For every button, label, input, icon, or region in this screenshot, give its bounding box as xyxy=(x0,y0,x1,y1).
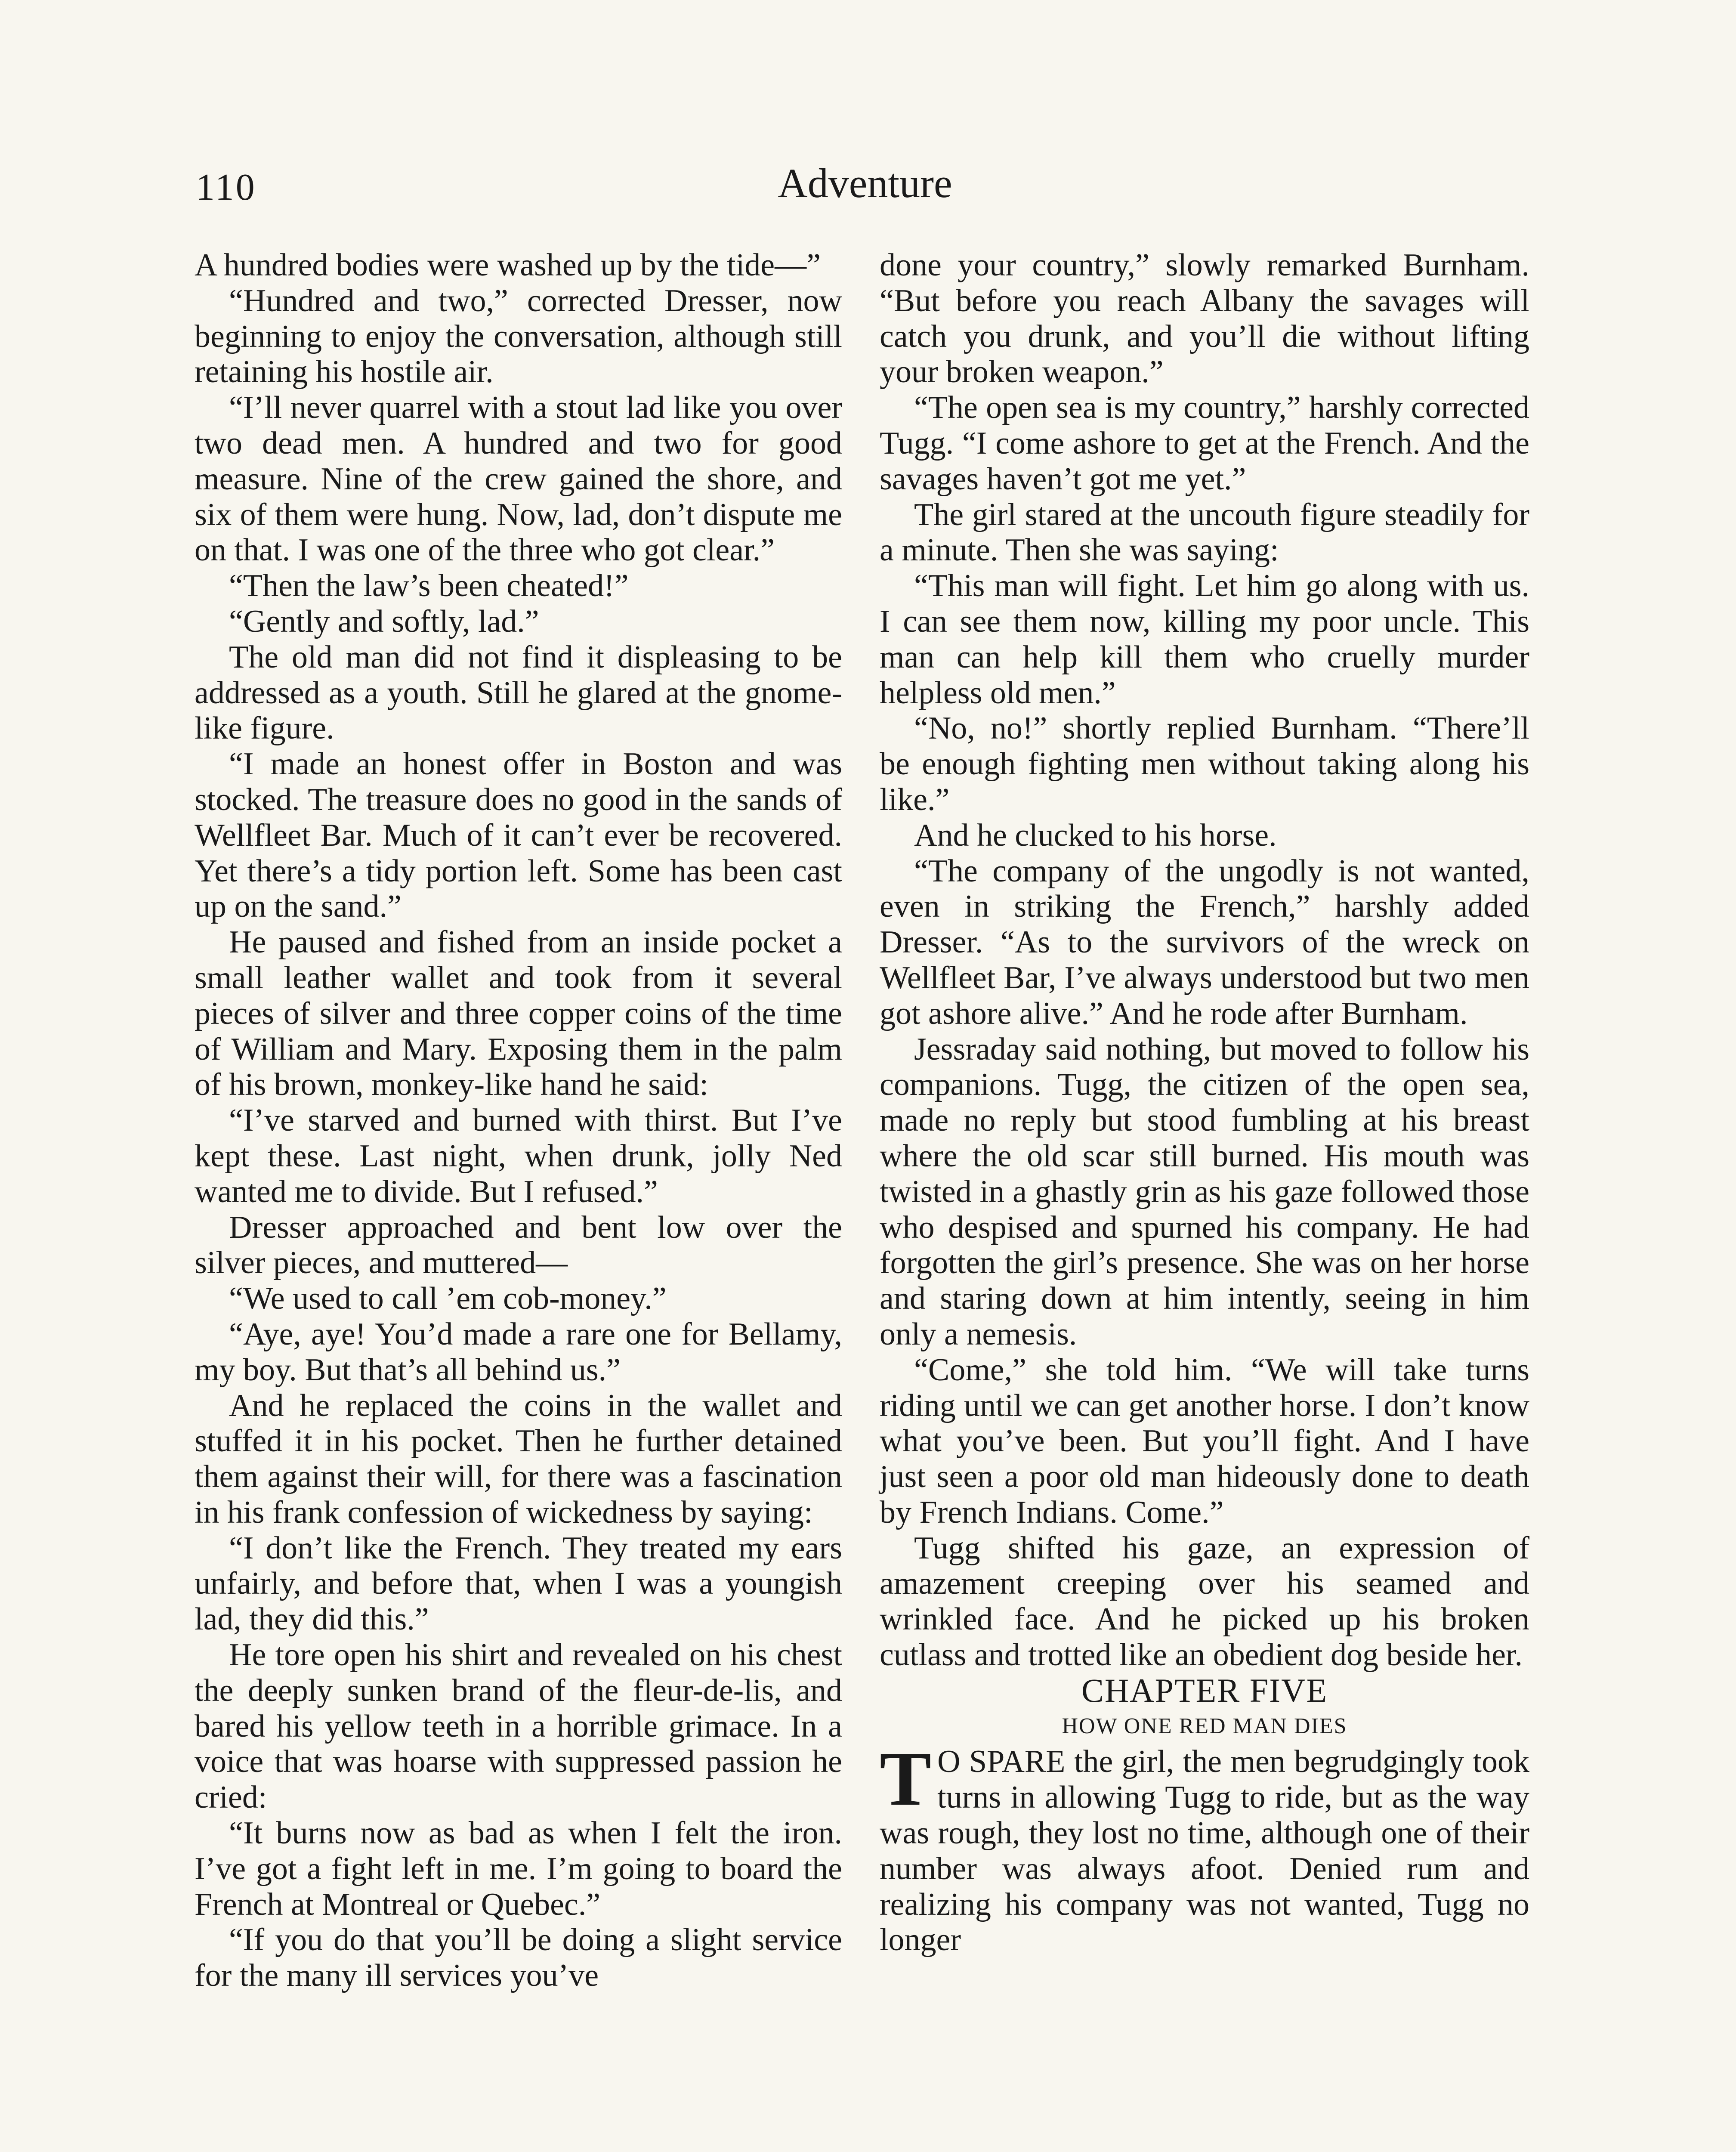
paragraph: “I’ll never quarrel with a stout lad like you over two dead men. A hundred and two for good measure. Nine of the crew gained the shore, and six of them were hung. Now, lad, don’t dispute me on that. I was one of the three who got clear.” xyxy=(195,390,842,568)
paragraph: “This man will fight. Let him go along with us. I can see them now, killing my poor uncle. This man can help kill them who cruelly murder helpless old men.” xyxy=(880,568,1529,711)
left-column xyxy=(195,247,842,1994)
paragraph: He paused and fished from an inside pocket a small leather wallet and took from it several pieces of silver and three copper coins of the time of William and Mary. Exposing them in the palm of his brown, monkey-like hand he said: xyxy=(195,924,842,1103)
paragraph: “No, no!” shortly replied Burnham. “There’ll be enough fighting men without taking along his like.” xyxy=(880,711,1529,817)
paragraph: “Aye, aye! You’d made a rare one for Bellamy, my boy. But that’s all behind us.” xyxy=(195,1316,842,1388)
paragraph: “I made an honest offer in Boston and was stocked. The treasure does no good in the sands of Wellfleet Bar. Much of it can’t ever be recovered. Yet there’s a tidy portion left. Some has been cast up on the sand.” xyxy=(195,746,842,924)
paragraph: “It burns now as bad as when I felt the iron. I’ve got a fight left in me. I’m going to board the French at Montreal or Quebec.” xyxy=(195,1815,842,1922)
paragraph: And he replaced the coins in the wallet and stuffed it in his pocket. Then he further detained them against their will, for there was a fascination in his frank confession of wickedness by saying: xyxy=(195,1388,842,1530)
paragraph: “I’ve starved and burned with thirst. But I’ve kept these. Last night, when drunk, jolly Ned wanted me to divide. But I refused.” xyxy=(195,1103,842,1209)
paragraph: And he clucked to his horse. xyxy=(914,817,1277,853)
chapter-subtitle: HOW ONE RED MAN DIES xyxy=(1062,1713,1347,1738)
paragraph: Dresser approached and bent low over the silver pieces, and muttered— xyxy=(195,1209,842,1281)
chapter-title: CHAPTER FIVE xyxy=(1081,1671,1328,1709)
drop-cap: T xyxy=(880,1736,932,1822)
paragraph: “Come,” she told him. “We will take turns riding until we can get another horse. I don’t know what you’ve been. But you’ll fight. And I have just seen a poor old man hideously done to death by French Indians. Come.” xyxy=(880,1352,1529,1530)
paragraph: “Then the law’s been cheated!” xyxy=(229,568,629,604)
running-head-title: Adventure xyxy=(778,160,952,206)
right-column xyxy=(880,247,1529,1958)
paragraph: A hundred bodies were washed up by the tide—” xyxy=(195,247,821,283)
paragraph: He tore open his shirt and revealed on his chest the deeply sunken brand of the fleur-de-lis, and bared his yellow teeth in a horrible grimace. In a voice that was hoarse with suppressed passion he cried: xyxy=(195,1637,842,1815)
paragraph: Jessraday said nothing, but moved to follow his companions. Tugg, the citizen of the open sea, made no reply but stood fumbling at his breast where the old scar still burned. His mouth was twisted in a ghastly grin as his gaze followed those who despised and spurned his company. He had forgotten the girl’s presence. She was on her horse and staring down at him intently, seeing in him only a nemesis. xyxy=(880,1031,1529,1352)
paragraph: “We used to call ’em cob-money.” xyxy=(229,1281,667,1317)
paragraph: The old man did not find it displeasing to be addressed as a youth. Still he glared at the gnome-like figure. xyxy=(195,639,842,746)
paragraph: “If you do that you’ll be doing a slight service for the many ill services you’ve xyxy=(195,1922,842,1994)
paragraph: The girl stared at the uncouth figure steadily for a minute. Then she was saying: xyxy=(880,497,1529,568)
chapter-opening-paragraph xyxy=(880,1736,1529,1958)
paragraph: “The open sea is my country,” harshly corrected Tugg. “I come ashore to get at the French. And the savages haven’t got me yet.” xyxy=(880,390,1529,497)
paragraph: “The company of the ungodly is not wanted, even in striking the French,” harshly added Dresser. “As to the survivors of the wreck on Wellfleet Bar, I’ve always understood but two men got ashore alive.” And he rode after Burnham. xyxy=(880,853,1529,1031)
paragraph: “I don’t like the French. They treated my ears unfairly, and before that, when I was a youngish lad, they did this.” xyxy=(195,1530,842,1637)
chapter-opening-text: O SPARE the girl, the men begrudgingly took turns in allowing Tugg to ride, but as the way was rough, they lost no time, although one of their number was always afoot. Denied rum and realizing his company was not wanted, Tugg no longer xyxy=(880,1744,1529,1958)
paragraph: “Hundred and two,” corrected Dresser, now beginning to enjoy the conversation, although still retaining his hostile air. xyxy=(195,283,842,390)
paragraph: “Gently and softly, lad.” xyxy=(229,603,539,639)
paragraph: Tugg shifted his gaze, an expression of amazement creeping over his seamed and wrinkled face. And he picked up his broken cutlass and trotted like an obedient dog beside her. xyxy=(880,1530,1529,1673)
page-number: 110 xyxy=(196,167,256,208)
paragraph: done your country,” slowly remarked Burnham. “But before you reach Albany the savages will catch you drunk, and you’ll die without lifting your broken weapon.” xyxy=(880,247,1529,390)
